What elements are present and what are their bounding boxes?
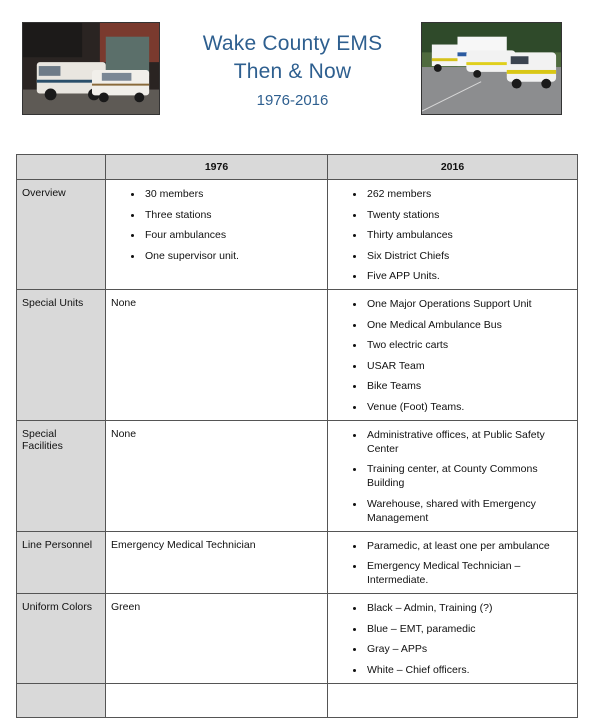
list-item: • One Major Operations Support Unit — [365, 297, 572, 311]
list-item: • Bike Teams — [365, 379, 572, 393]
list-item: • Twenty stations — [365, 208, 572, 222]
row-label-empty — [17, 683, 106, 717]
row-label: Overview — [17, 180, 106, 290]
cell-1976: None — [106, 290, 328, 421]
list-item: • Blue – EMT, paramedic — [365, 622, 572, 636]
cell-empty — [106, 683, 328, 717]
table-row-overview — [17, 180, 578, 290]
list-item: • 30 members — [143, 187, 322, 201]
title-line-2: Then & Now — [233, 60, 352, 83]
table-row-continued — [17, 683, 578, 717]
cell-1976: None — [106, 420, 328, 531]
row-label: Line Personnel — [17, 531, 106, 594]
cell-2016 — [328, 290, 578, 421]
title-line-1: Wake County EMS — [202, 32, 383, 55]
photo-1976-ambulances — [22, 22, 160, 115]
list-item: • Four ambulances — [143, 228, 322, 242]
list-item: • Administrative offices, at Public Safety Center — [365, 428, 572, 456]
list-item: • Black – Admin, Training (?) — [365, 601, 572, 615]
list-2016 — [333, 187, 572, 283]
list-item: • Five APP Units. — [365, 269, 572, 283]
list-2016 — [333, 428, 572, 525]
table-row-line-personnel — [17, 531, 578, 594]
table-row-special-facilities — [17, 420, 578, 531]
table-header-row — [17, 155, 578, 180]
then-now-table — [16, 154, 578, 718]
cell-empty — [328, 683, 578, 717]
list-item: • Three stations — [143, 208, 322, 222]
table-row-uniform-colors — [17, 594, 578, 684]
document-title — [170, 30, 415, 114]
list-2016 — [333, 601, 572, 677]
cell-2016 — [328, 531, 578, 594]
list-item: • Six District Chiefs — [365, 249, 572, 263]
list-item: • Paramedic, at least one per ambulance — [365, 539, 572, 553]
list-item: • Gray – APPs — [365, 642, 572, 656]
cell-1976 — [106, 180, 328, 290]
cell-2016 — [328, 420, 578, 531]
cell-2016 — [328, 180, 578, 290]
table-row-special-units — [17, 290, 578, 421]
list-item: • USAR Team — [365, 359, 572, 373]
list-item: • One supervisor unit. — [143, 249, 322, 263]
photo-2016-ambulances — [421, 22, 562, 115]
list-item: • 262 members — [365, 187, 572, 201]
list-2016 — [333, 539, 572, 588]
row-label: Uniform Colors — [17, 594, 106, 684]
row-label: Special Units — [17, 290, 106, 421]
list-item: • White – Chief officers. — [365, 663, 572, 677]
header-1976: 1976 — [106, 155, 328, 180]
cell-2016 — [328, 594, 578, 684]
list-2016 — [333, 297, 572, 414]
cell-1976: Emergency Medical Technician — [106, 531, 328, 594]
list-item: • Thirty ambulances — [365, 228, 572, 242]
title-years: 1976-2016 — [256, 92, 329, 109]
list-item: • Two electric carts — [365, 338, 572, 352]
list-item: • Warehouse, shared with Emergency Management — [365, 497, 572, 525]
list-item: • Emergency Medical Technician – Intermediate. — [365, 559, 572, 587]
cell-1976: Green — [106, 594, 328, 684]
list-item: • Venue (Foot) Teams. — [365, 400, 572, 414]
row-label: Special Facilities — [17, 420, 106, 531]
list-item: • One Medical Ambulance Bus — [365, 318, 572, 332]
list-1976 — [111, 187, 322, 263]
list-item: • Training center, at County Commons Building — [365, 462, 572, 490]
header-empty — [17, 155, 106, 180]
header-2016: 2016 — [328, 155, 578, 180]
